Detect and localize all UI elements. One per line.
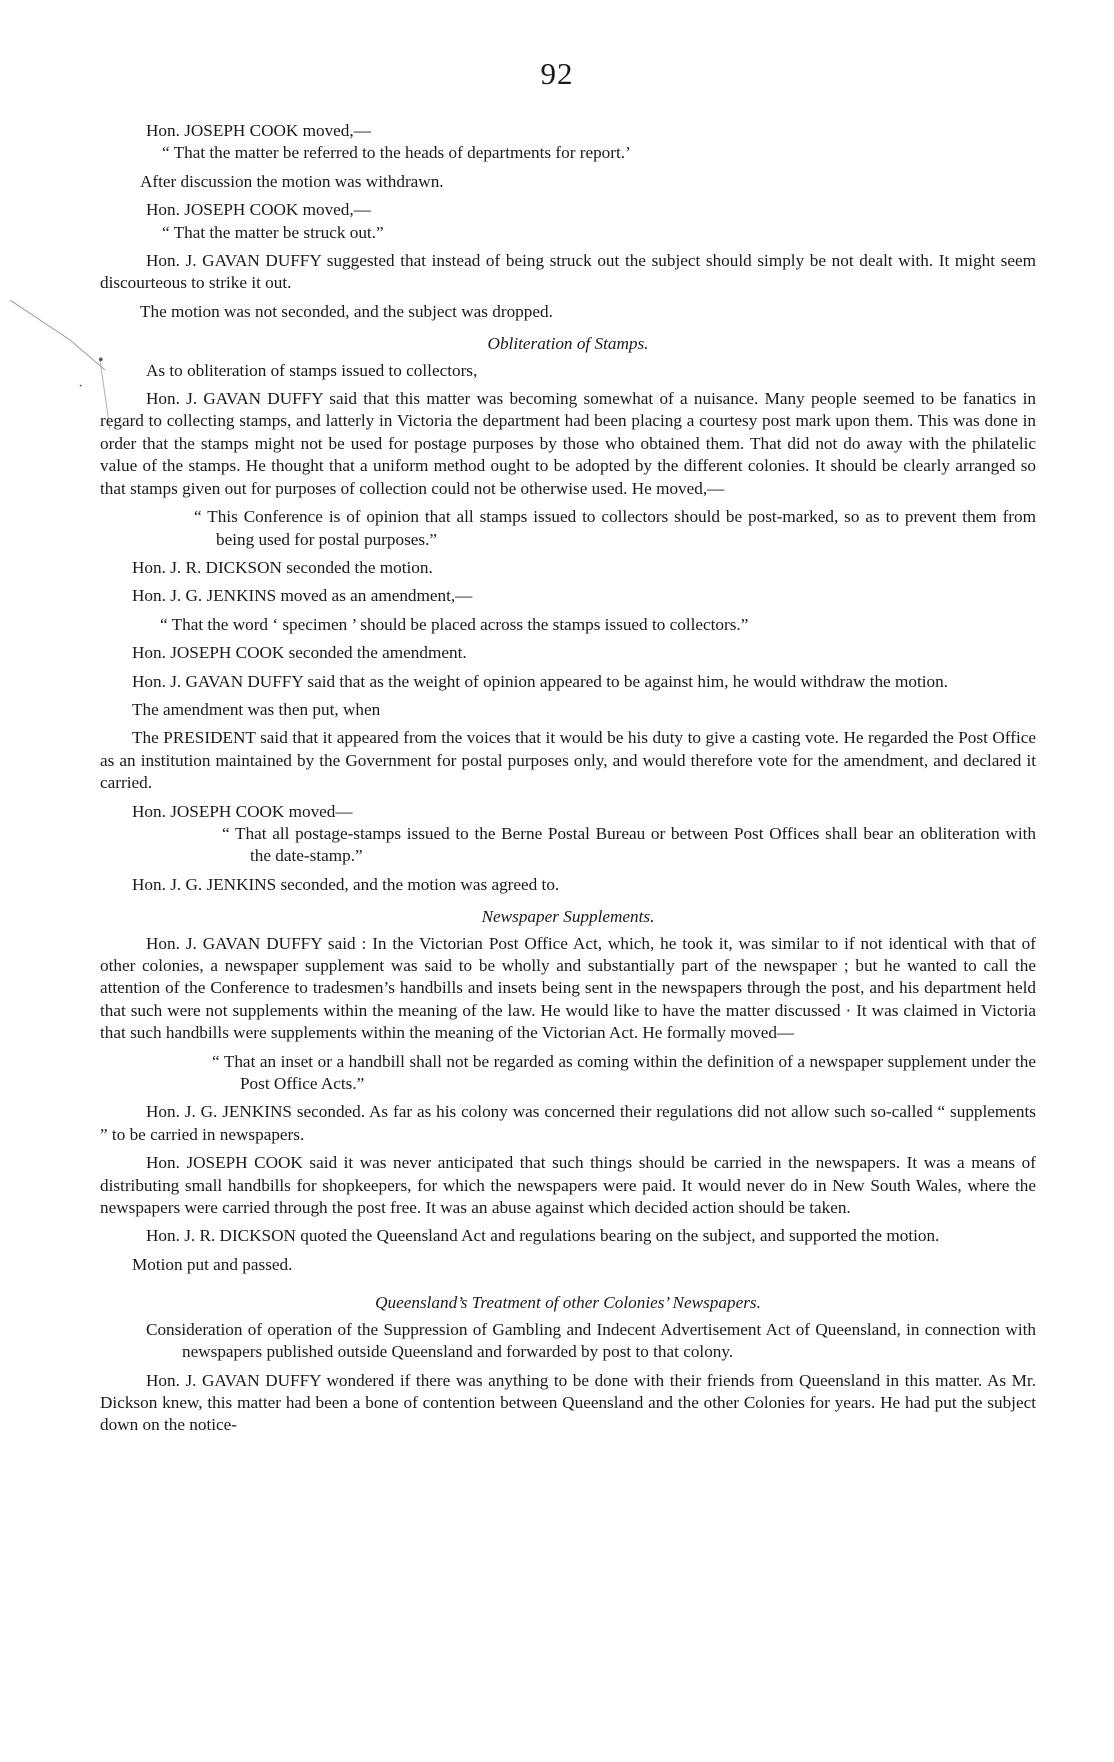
paragraph: The PRESIDENT said that it appeared from the voices that it would be his duty to give a casting vote. He regarded the Post Office as an institution maintained by the Government for postal purposes only, and would therefore vote for the amendment, and declared it carried.	[100, 728, 1036, 793]
paragraph: Hon. JOSEPH COOK said it was never anticipated that such things should be carried in the newspapers. It was a means of distributing small handbills for shopkeepers, for which the newspapers were paid. It would never do in New South Wales, where the newspapers were carried through the post free. It was an abuse against which decided action should be taken.	[100, 1153, 1036, 1218]
margin-dot: •	[98, 352, 104, 369]
paragraph: Hon. J. R. DICKSON seconded the motion.	[132, 557, 433, 577]
margin-dot: ·	[78, 378, 84, 395]
margin-scratch-mark	[10, 300, 110, 430]
paragraph: Hon. JOSEPH COOK moved,—	[146, 121, 371, 140]
paragraph: Hon. J. GAVAN DUFFY said that as the weight of opinion appeared to be against him, he would withdraw the motion.	[132, 671, 948, 691]
paragraph: Hon. JOSEPH COOK seconded the amendment.	[132, 643, 467, 663]
quoted-motion: “ That the matter be referred to the heads of departments for report.’	[162, 143, 631, 163]
quoted-motion: “ That the matter be struck out.”	[162, 222, 384, 242]
agenda-item: Consideration of operation of the Suppression of Gambling and Indecent Advertisement Act of Queensland, in connection with newspapers published outside Queensland and forwarded by post to that colony.	[146, 1319, 1036, 1362]
section-heading: Newspaper Supplements.	[481, 907, 655, 927]
paragraph: As to obliteration of stamps issued to collectors,	[146, 360, 478, 380]
section-heading: Obliteration of Stamps.	[487, 334, 649, 354]
quoted-motion: “ This Conference is of opinion that all stamps issued to collectors should be post-marked, so as to prevent them from being used for postal purposes.”	[194, 507, 1036, 549]
paragraph: Hon. J. R. DICKSON quoted the Queensland Act and regulations bearing on the subject, and supported the motion.	[146, 1226, 940, 1246]
paragraph: After discussion the motion was withdrawn.	[140, 171, 444, 191]
paragraph: Hon. J. GAVAN DUFFY said that this matter was becoming somewhat of a nuisance. Many people seemed to be fanatics in regard to collecting stamps, and latterly in Victoria the department had been placing a courtesy post mark upon them. This was done in order that the stamps might not be used for postage purposes by those who obtained them. That did not do away with the philatelic value of the stamps. He thought that a uniform method ought to be adopted by the different colonies. It should be clearly arranged so that stamps given out for purposes of collection could not be otherwise used. He moved,—	[100, 389, 1036, 498]
paragraph: Motion put and passed.	[132, 1254, 293, 1274]
paragraph: Hon. JOSEPH COOK moved,—	[146, 200, 371, 220]
paragraph: The motion was not seconded, and the subject was dropped.	[140, 301, 553, 321]
quoted-motion: “ That an inset or a handbill shall not be regarded as coming within the definition of a newspaper supplement under the Post Office Acts.”	[212, 1051, 1036, 1094]
paragraph: Hon. J. GAVAN DUFFY said : In the Victorian Post Office Act, which, he took it, was similar to if not identical with that of other colonies, a newspaper supplement was said to be wholly and substantially part of the newspaper ; but he wanted to call the attention of the Conference to tradesmen’s handbills and insets being sent in the newspapers through the post, and his department held that such were not supplements within the meaning of the law. He would like to have the matter discussed · It was claimed in Victoria that such handbills were supplements within the meaning of the Victorian Act. He formally moved—	[100, 933, 1036, 1043]
paragraph: Hon. JOSEPH COOK moved—	[132, 801, 353, 821]
document-body	[100, 120, 1036, 1437]
paragraph: Hon. J. GAVAN DUFFY suggested that instead of being struck out the subject should simply be not dealt with. It might seem discourteous to strike it out.	[100, 251, 1036, 293]
quoted-motion: “ That all postage-stamps issued to the Berne Postal Bureau or between Post Offices shall bear an obliteration with the date-stamp.”	[222, 823, 1036, 866]
paragraph: The amendment was then put, when	[132, 699, 381, 719]
paragraph: Hon. J. G. JENKINS seconded. As far as his colony was concerned their regulations did not allow such so-called “ supplements ” to be carried in newspapers.	[100, 1102, 1036, 1144]
paragraph: Hon. J. GAVAN DUFFY wondered if there was anything to be done with their friends from Queensland in this matter. As Mr. Dickson knew, this matter had been a bone of contention between Queensland and the other Colonies for years. He had put the subject down on the notice-	[100, 1370, 1036, 1435]
quoted-motion: “ That the word ‘ specimen ’ should be placed across the stamps issued to collectors.”	[160, 614, 749, 634]
section-heading: Queensland’s Treatment of other Colonies’ Newspapers.	[375, 1293, 761, 1313]
paragraph: Hon. J. G. JENKINS moved as an amendment,—	[132, 586, 473, 606]
page-number: 92	[540, 56, 574, 91]
paragraph: Hon. J. G. JENKINS seconded, and the motion was agreed to.	[132, 874, 560, 894]
